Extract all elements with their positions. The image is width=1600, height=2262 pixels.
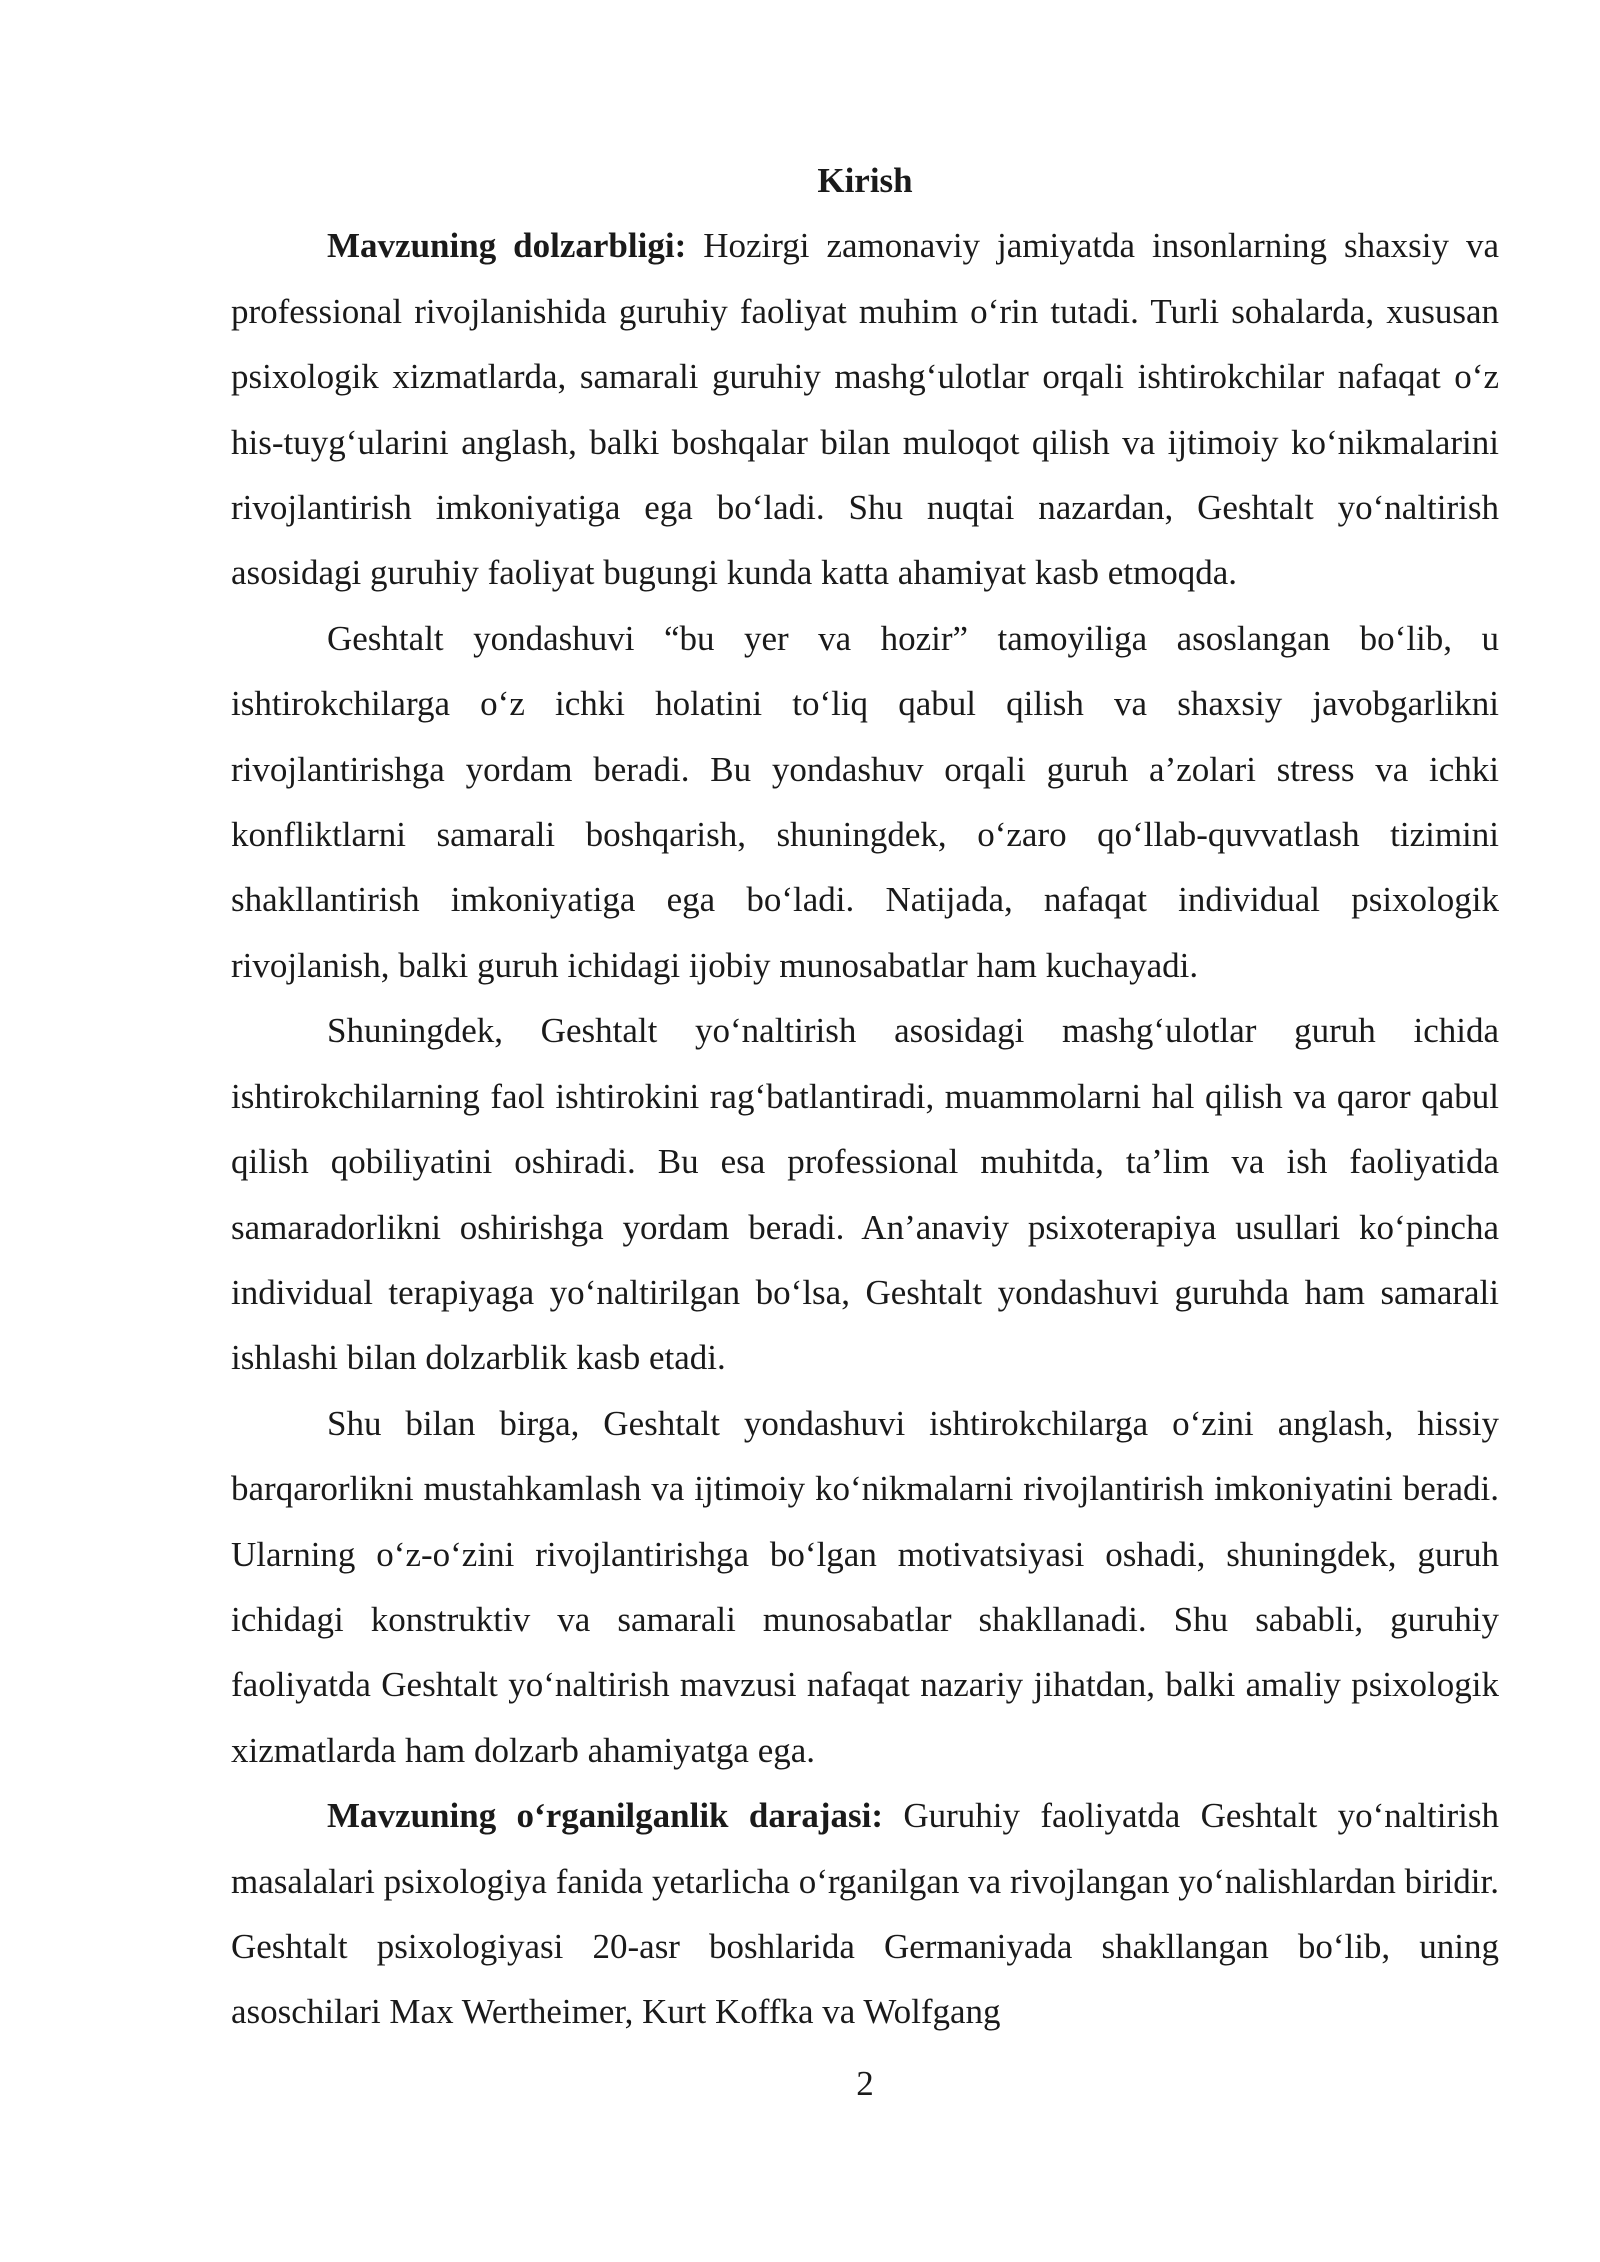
paragraph-text: Shuningdek, Geshtalt yo‘naltirish asosidagi mashg‘ulotlar guruh ichida ishtirokchilarning faol ishtirokini rag‘batlantiradi, muammolarni hal qilish va qaror qabul qilish qobiliyatini oshiradi. Bu esa professional muhitda, ta’lim va ish faoliyatida samaradorlikni oshirishga yordam beradi. An’anaviy psixoterapiya usullari ko‘pincha individual terapiyaga yo‘naltirilgan bo‘lsa, Geshtalt yondashuvi guruhda ham samarali ishlashi bilan dolzarblik kasb etadi. [231, 1011, 1499, 1378]
paragraph-text: Hozirgi zamonaviy jamiyatda insonlarning shaxsiy va professional rivojlanishida guruhiy faoliyat muhim o‘rin tutadi. Turli sohalarda, xususan psixologik xizmatlarda, samarali guruhiy mashg‘ulotlar orqali ishtirokchilar nafaqat o‘z his-tuyg‘ularini anglash, balki boshqalar bilan muloqot qilish va ijtimoiy ko‘nikmalarini rivojlantirish imkoniyatiga ega bo‘ladi. Shu nuqtai nazardan, Geshtalt yo‘naltirish asosidagi guruhiy faoliyat bugungi kunda katta ahamiyat kasb etmoqda. [231, 226, 1499, 593]
paragraph-gestalt-approach [231, 606, 1499, 998]
paragraph-lead: Mavzuning o‘rganilganlik darajasi: [327, 1796, 884, 1836]
paragraph-self-awareness [231, 1391, 1499, 1783]
paragraph-text: Shu bilan birga, Geshtalt yondashuvi ishtirokchilarga o‘zini anglash, hissiy barqarorlikni mustahkamlash va ijtimoiy ko‘nikmalarni rivojlantirish imkoniyatini beradi. Ularning o‘z-o‘zini rivojlantirishga bo‘lgan motivatsiyasi oshadi, shuningdek, guruh ichidagi konstruktiv va samarali munosabatlar shakllanadi. Shu sababli, guruhiy faoliyatda Geshtalt yo‘naltirish mavzusi nafaqat nazariy jihatdan, balki amaliy psixologik xizmatlarda ham dolzarb ahamiyatga ega. [231, 1403, 1499, 1770]
page-number: 2 [856, 2064, 874, 2103]
paragraph-text: Guruhiy faoliyatda Geshtalt yo‘naltirish masalalari psixologiya fanida yetarlicha o‘rganilgan va rivojlangan yo‘nalishlardan biridir. Geshtalt psixologiyasi 20-asr boshlarida Germaniyada shakllangan bo‘lib, uning asoschilari Max Wertheimer, Kurt Koffka va Wolfgang [231, 1796, 1500, 2032]
paragraph-relevance [231, 213, 1499, 605]
page-content [231, 148, 1499, 2045]
section-title: Kirish [817, 161, 913, 200]
paragraph-research-degree [231, 1783, 1499, 2045]
paragraph-lead: Mavzuning dolzarbligi: [327, 226, 687, 266]
paragraph-text: Geshtalt yondashuvi “bu yer va hozir” tamoyiliga asoslangan bo‘lib, u ishtirokchilarga o‘z ichki holatini to‘liq qabul qilish va shaxsiy javobgarlikni rivojlantirishga yordam beradi. Bu yondashuv orqali guruh a’zolari stress va ichki konfliktlarni samarali boshqarish, shuningdek, o‘zaro qo‘llab-quvvatlash tizimini shakllantirish imkoniyatiga ega bo‘ladi. Natijada, nafaqat individual psixologik rivojlanish, balki guruh ichidagi ijobiy munosabatlar ham kuchayadi. [231, 618, 1499, 985]
paragraph-group-sessions [231, 998, 1499, 1390]
